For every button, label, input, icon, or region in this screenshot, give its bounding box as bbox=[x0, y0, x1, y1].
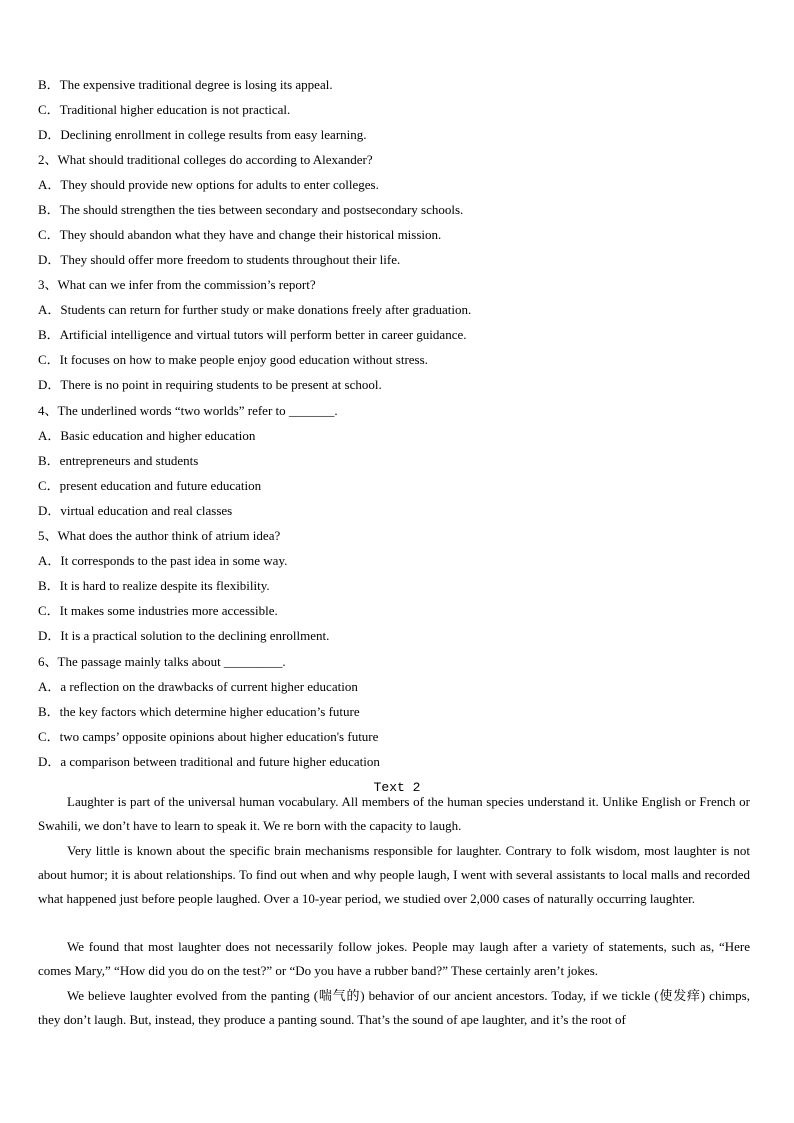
option-5-b: B．It is hard to realize despite its flexibility. bbox=[38, 578, 270, 593]
option-2-c: C．They should abandon what they have and change their historical mission. bbox=[38, 227, 442, 242]
option-4-a: A．Basic education and higher education bbox=[38, 428, 256, 443]
option-6-a: A．a reflection on the drawbacks of current higher education bbox=[38, 679, 358, 694]
paragraph-4: We believe laughter evolved from the panting (喘气的) behavior of our ancient ancestors. Today, if we tickle (使发痒) chimps, they don’t laugh. But, instead, they produce a panting sound. That’s the sound of ape laughter, and it’s the root of bbox=[38, 987, 750, 1027]
question-2: 2、What should traditional colleges do according to Alexander? bbox=[38, 152, 373, 167]
option-4-c: C．present education and future education bbox=[38, 478, 262, 493]
question-5: 5、What does the author think of atrium idea? bbox=[38, 528, 281, 543]
question-4: 4、The underlined words “two worlds” refer to _______. bbox=[38, 403, 338, 418]
option-5-a: A．It corresponds to the past idea in some way. bbox=[38, 553, 288, 568]
option-1-c: C．Traditional higher education is not practical. bbox=[38, 102, 291, 117]
option-6-b: B．the key factors which determine higher education’s future bbox=[38, 704, 360, 719]
paragraph-2: Very little is known about the specific brain mechanisms responsible for laughter. Contrary to folk wisdom, most laughter is not about humor; it is about relationships. To find out when and why people laugh, I went with several assistants to local malls and recorded what happened just before people laughed. Over a 10-year period, we studied over 2,000 cases of naturally occurring laughter. bbox=[38, 842, 750, 906]
paragraph-1: Laughter is part of the universal human vocabulary. All members of the human species understand it. Unlike English or French or Swahili, we don’t have to learn to speak it. We re born with the capacity to laugh. bbox=[38, 794, 750, 834]
option-3-d: D．There is no point in requiring students to be present at school. bbox=[38, 377, 382, 392]
option-1-b: B．The expensive traditional degree is losing its appeal. bbox=[38, 77, 333, 92]
option-4-d: D．virtual education and real classes bbox=[38, 503, 233, 518]
option-1-d: D．Declining enrollment in college results from easy learning. bbox=[38, 127, 367, 142]
question-6: 6、The passage mainly talks about _________. bbox=[38, 654, 286, 669]
option-5-d: D．It is a practical solution to the declining enrollment. bbox=[38, 628, 330, 643]
option-6-c: C．two camps’ opposite opinions about higher education's future bbox=[38, 729, 379, 744]
option-3-a: A．Students can return for further study or make donations freely after graduation. bbox=[38, 302, 472, 317]
option-5-c: C．It makes some industries more accessible. bbox=[38, 603, 278, 618]
option-4-b: B．entrepreneurs and students bbox=[38, 453, 199, 468]
option-3-c: C．It focuses on how to make people enjoy good education without stress. bbox=[38, 352, 428, 367]
paragraph-3: We found that most laughter does not necessarily follow jokes. People may laugh after a variety of statements, such as, “Here comes Mary,” “How did you do on the test?” or “Do you have a rubber band?” These certainly aren’t jokes. bbox=[38, 939, 750, 979]
question-3: 3、What can we infer from the commission’s report? bbox=[38, 277, 316, 292]
option-2-d: D．They should offer more freedom to students throughout their life. bbox=[38, 252, 401, 267]
option-6-d: D．a comparison between traditional and future higher education bbox=[38, 754, 380, 769]
option-3-b: B．Artificial intelligence and virtual tutors will perform better in career guidance. bbox=[38, 327, 467, 342]
option-2-b: B．The should strengthen the ties between secondary and postsecondary schools. bbox=[38, 202, 464, 217]
option-2-a: A．They should provide new options for adults to enter colleges. bbox=[38, 177, 379, 192]
section-heading: Text 2 bbox=[373, 780, 421, 795]
